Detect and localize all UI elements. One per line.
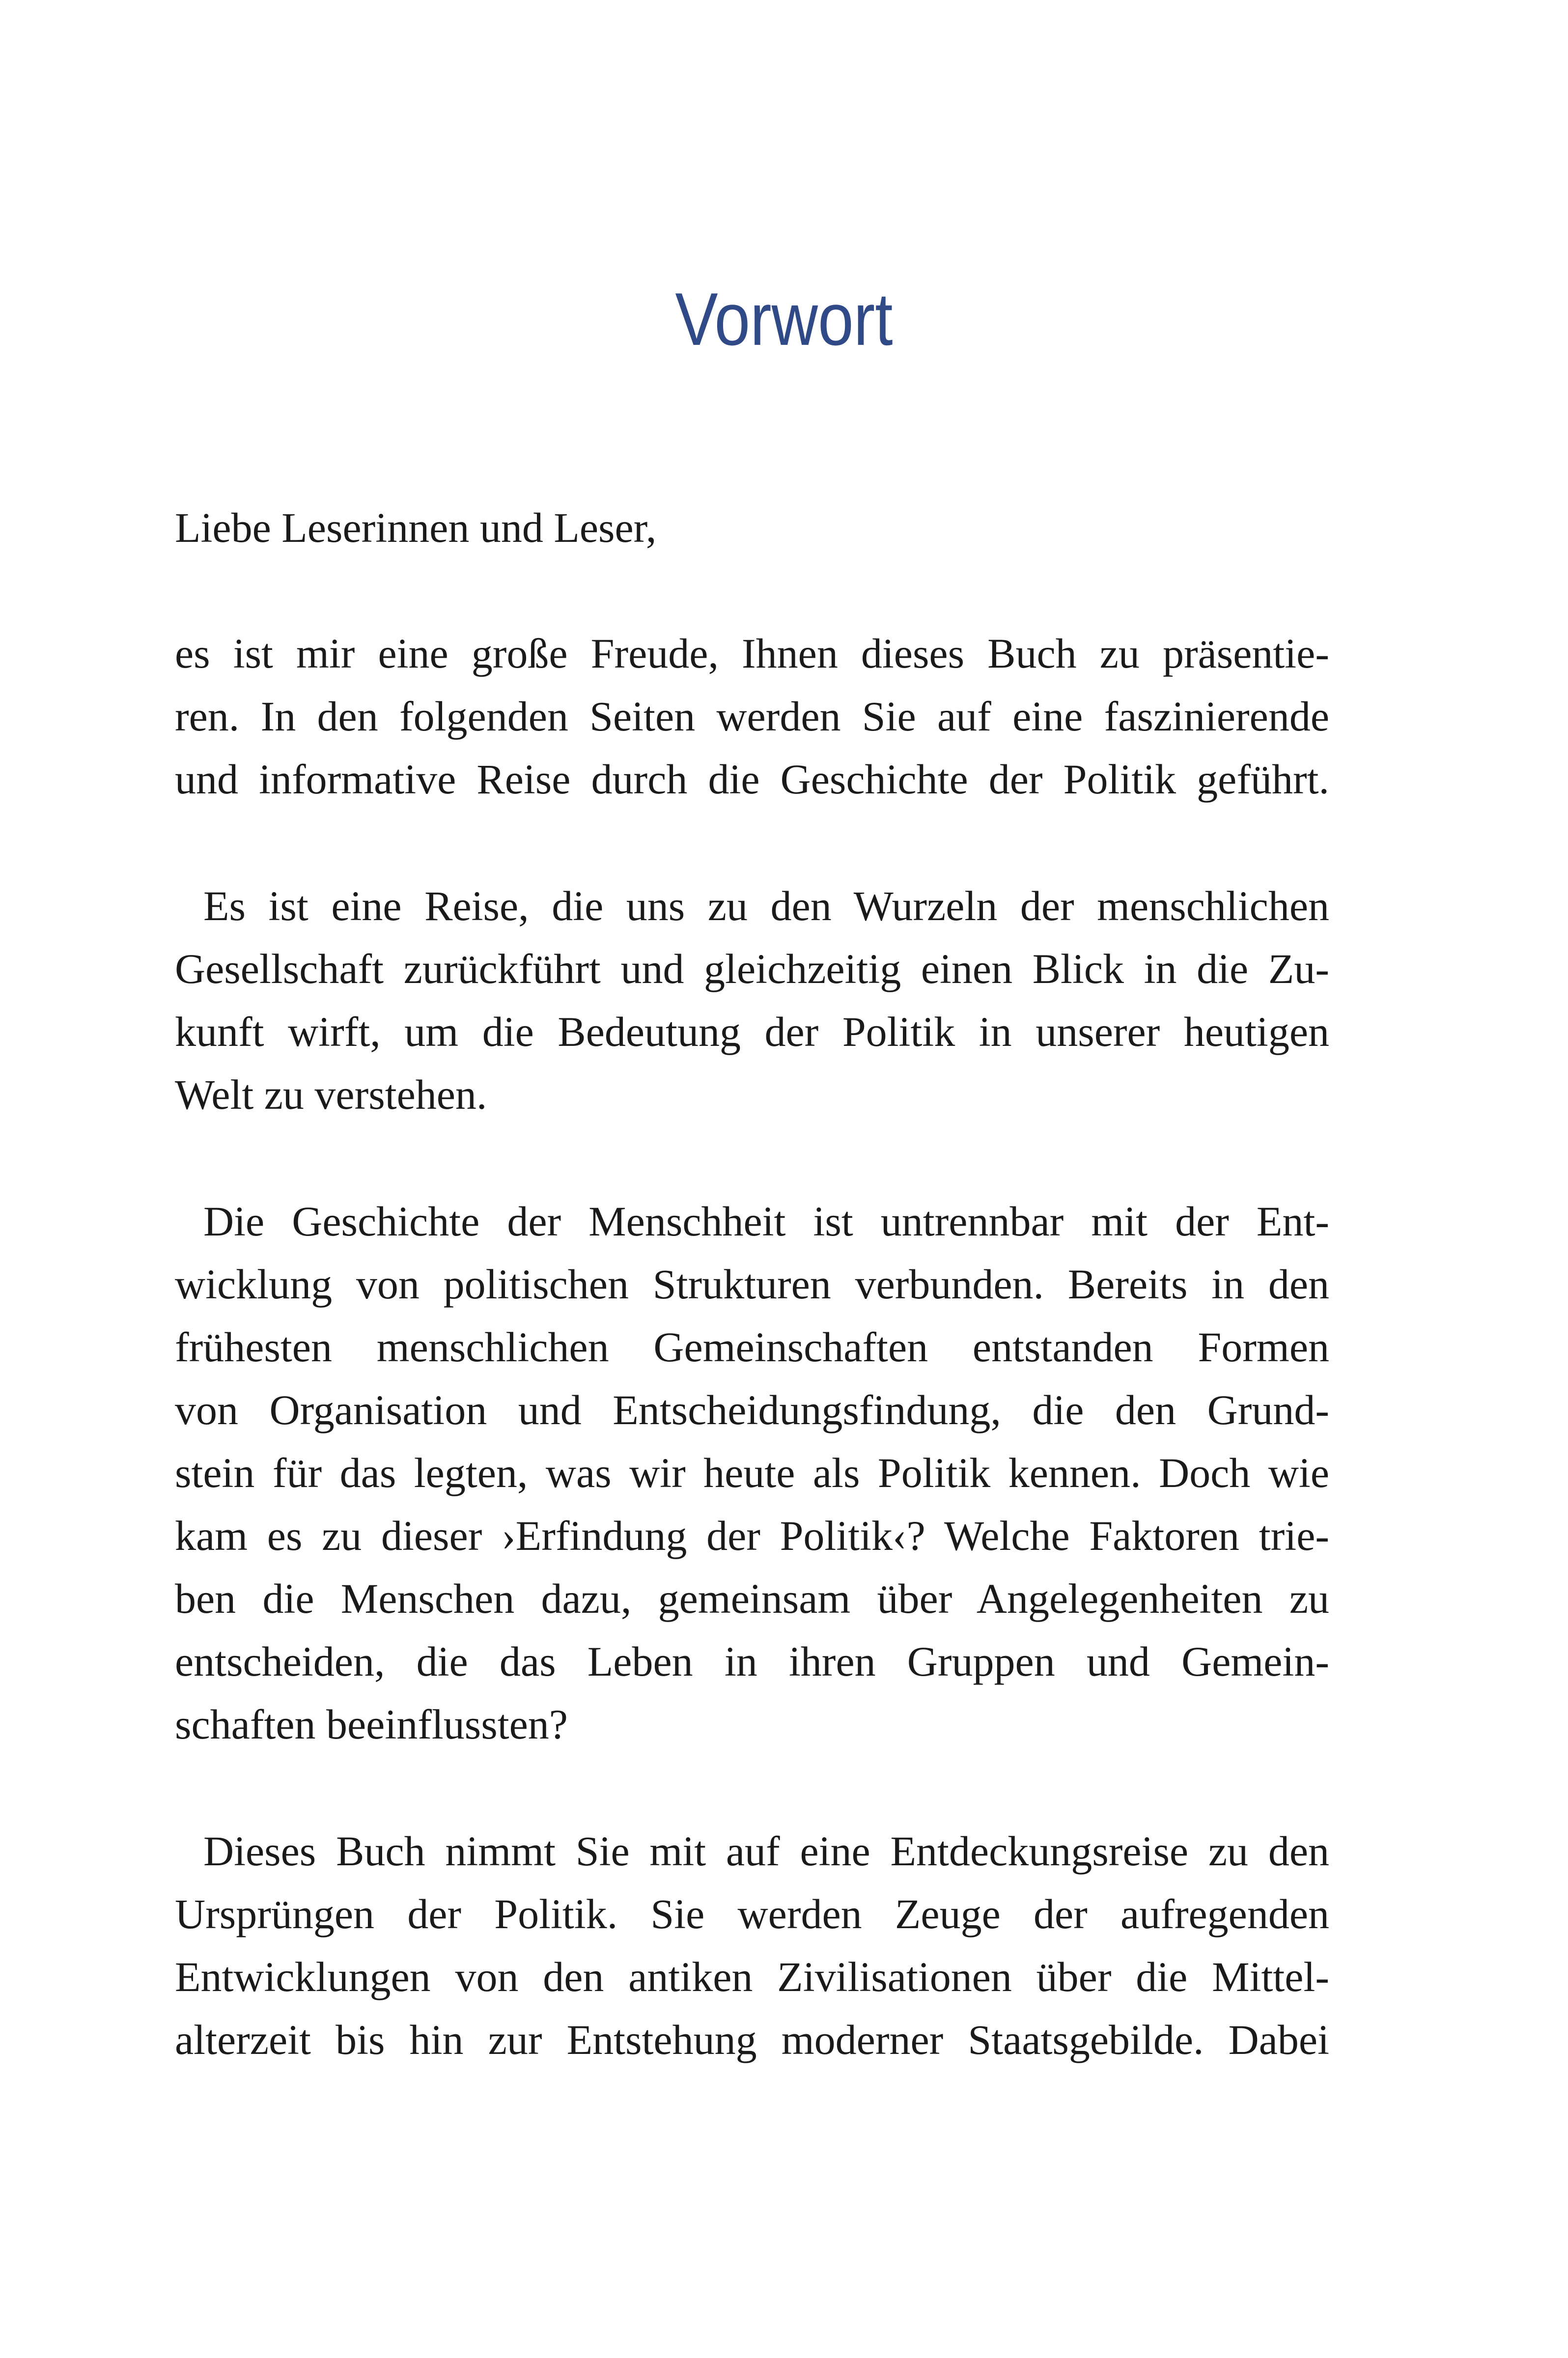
text-line: entscheiden, die das Leben in ihren Gruppen und Gemein- [175, 1638, 1329, 1685]
text-line: kunft wirft, um die Bedeutung der Politik in unserer heutigen [175, 1008, 1329, 1055]
page-title: Vorwort [675, 278, 893, 361]
salutation: Liebe Leserinnen und Leser, [175, 504, 657, 551]
text-line: Dieses Buch nimmt Sie mit auf eine Entdeckungsreise zu den [203, 1827, 1329, 1875]
text-line: frühesten menschlichen Gemeinschaften entstanden Formen [175, 1323, 1329, 1371]
text-line: schaften beeinflussten? [175, 1701, 568, 1748]
text-line: von Organisation und Entscheidungsfindung, die den Grund- [175, 1386, 1329, 1433]
text-line: alterzeit bis hin zur Entstehung moderner Staatsgebilde. Dabei [175, 2016, 1329, 2063]
text-line: Es ist eine Reise, die uns zu den Wurzeln der menschlichen [203, 882, 1329, 929]
text-line: Entwicklungen von den antiken Zivilisationen über die Mittel- [175, 1953, 1329, 2000]
text-line: wicklung von politischen Strukturen verbunden. Bereits in den [175, 1261, 1329, 1308]
text-line: Welt zu verstehen. [175, 1071, 487, 1118]
text-line: ren. In den folgenden Seiten werden Sie auf eine faszinierende [175, 693, 1329, 740]
text-line: kam es zu dieser ›Erfindung der Politik‹? Welche Faktoren trie- [175, 1512, 1329, 1559]
text-line: Ursprüngen der Politik. Sie werden Zeuge der aufregenden [175, 1890, 1329, 1937]
text-line: Gesellschaft zurückführt und gleichzeitig einen Blick in die Zu- [175, 945, 1329, 992]
text-line: ben die Menschen dazu, gemeinsam über Angelegenheiten zu [175, 1575, 1329, 1622]
text-line: Die Geschichte der Menschheit ist untrennbar mit der Ent- [203, 1198, 1329, 1245]
text-line: es ist mir eine große Freude, Ihnen dieses Buch zu präsentie- [175, 630, 1329, 677]
text-line: und informative Reise durch die Geschichte der Politik geführt. [175, 756, 1329, 803]
text-line: stein für das legten, was wir heute als Politik kennen. Doch wie [175, 1449, 1329, 1496]
